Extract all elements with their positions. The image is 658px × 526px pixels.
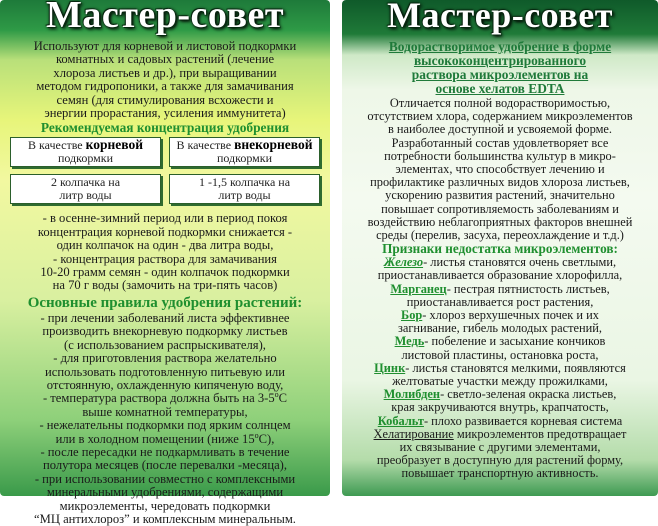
element-name: Молибден (383, 387, 441, 402)
chelation-line: повышает транспортную активность. (401, 466, 599, 481)
description-line: Отличается полной водорастворимостью, (389, 96, 611, 110)
note-line: концентрация корневой подкормки снижается - (37, 224, 293, 239)
deficiency-text: - светло-зеленая окраска листьев, (440, 387, 617, 402)
rule-line: (с использованием распрыскивателя), (64, 337, 266, 352)
deficiency-text: - плохо развивается корневая система (423, 413, 623, 428)
rule-line-temperature (8, 392, 322, 405)
chelation-line: их связывание с другими элементами, (399, 440, 601, 455)
description-line: ускорению развития растений, значительно (385, 188, 615, 203)
rule-line: производить внекорневую подкормку листьев (42, 324, 288, 339)
root-dose-line: 2 колпачка на (50, 175, 121, 190)
root-feeding-dose-box (10, 174, 161, 204)
root-dose-line: литр воды (59, 187, 112, 202)
deficiency-item-manganese (350, 283, 650, 296)
intro-line: хлороза листьев и др.), при выращивании (53, 65, 277, 80)
intro-line: энергии прорастания, усиления иммунитета) (44, 106, 286, 121)
rule-line: отстоянную, охлажденную кипяченую воду, (46, 377, 284, 392)
deficiency-item-copper (350, 335, 650, 348)
temp-text: - температура раствора должна быть на 3-5 (42, 391, 275, 406)
description-line: повышает сопротивляемость заболеваниям и (381, 201, 619, 216)
deficiency-text: - листья становятся очень светлыми, (423, 255, 617, 270)
intro-line: семян (для стимулирования всхожести и (56, 92, 274, 107)
root-feeding-label-box (10, 137, 161, 167)
recommended-concentration-heading: Рекомендуемая концентрация удобрения (40, 120, 290, 136)
deficiency-item-molybdenum-cont: края закручиваются внутрь, крапчатость, (391, 400, 609, 415)
cold-text: или в холодном помещении (ниже 15 (55, 431, 255, 446)
rule-line: полутора месяцев (после перевалки -месяца), (42, 458, 288, 473)
left-title: Мастер-совет (45, 0, 285, 36)
intro-line: Используют для корневой и листовой подкормки (33, 39, 297, 53)
deficiency-item-iron-cont: приостанавливается образование хлорофилла, (377, 268, 623, 283)
deficiency-item-manganese-cont: приостанавливается рост растения, (406, 294, 594, 309)
deficiency-text: - пестрая пятнистость листьев, (446, 281, 610, 296)
foliar-dose-line: 1 -1,5 колпачка на (198, 175, 291, 190)
rule-line: - при использовании совместно с комплексными (34, 471, 296, 486)
description-line: воздействию неблагоприятных факторов внешней (367, 214, 633, 229)
deficiency-text: - листья становятся мелкими, появляются (405, 360, 626, 375)
element-name: Железо (383, 255, 424, 270)
note-line: 10-20 грамм семян - один колпачок подкормки (40, 265, 290, 280)
deficiency-item-zinc-cont: желтоватые участки между прожилками, (392, 374, 608, 389)
root-label-suffix: подкормки (57, 150, 114, 165)
chelation-text: микроэлементов предотвращает (453, 426, 627, 441)
deficiency-item-boron-cont: загнивание, гибель молодых растений, (397, 321, 603, 336)
right-panel (342, 0, 658, 496)
deficiency-text: - побеление и засыхание кончиков (424, 334, 606, 349)
degree-mark: о (254, 430, 259, 440)
foliar-label-prefix: В качестве (176, 138, 235, 153)
chelation-word: Хелатирование (373, 426, 454, 441)
intro-line: методом гидропоники, а также для замачивания (36, 79, 294, 94)
rule-line: “МЦ антихлороз” и комплексным минеральным. (34, 511, 296, 526)
description-line: среды (перелив, засуха, переохлаждение и т.д.) (376, 228, 624, 243)
foliar-dose-line: литр воды (218, 187, 271, 202)
rule-line-cold (8, 430, 322, 446)
description-line: потребности большинства культур в микро- (384, 148, 616, 163)
intro-line: комнатных и садовых растений (лечение (55, 52, 275, 67)
element-name: Медь (394, 334, 425, 349)
element-name: Цинк (374, 360, 406, 375)
description-line: элементах, что способствует лечению и (395, 162, 605, 177)
rule-line: - нежелательны подкормки под ярким солнцем (39, 418, 291, 433)
degree-mark: о (274, 390, 279, 400)
element-name: Марганец (390, 281, 447, 296)
product-heading-line: раствора микроэлементов на (411, 67, 589, 82)
foliar-label-suffix: подкормки (216, 150, 273, 165)
deficiency-heading: Признаки недостатка микроэлементов: (382, 241, 618, 257)
product-heading-line: Водорастворимое удобрение в форме (388, 39, 612, 54)
note-line: на 70 г воды (замочить на три-пять часов) (52, 278, 278, 293)
rule-line: - для приготовления раствора желательно (53, 351, 277, 366)
root-label-prefix: В качестве (27, 138, 86, 153)
foliar-label-bold: внекорневой (234, 137, 313, 153)
description-line: отсутствием хлора, содержанием микроэлементов (367, 109, 633, 124)
deficiency-item-copper-cont: листовой пластины, остановка роста, (401, 347, 599, 362)
foliar-feeding-label-box (169, 137, 320, 167)
cold-unit: С), (258, 431, 275, 446)
element-name: Бор (401, 308, 423, 323)
temp-unit: С (278, 391, 288, 406)
description-line: профилактике различных видов хлороза листьев, (370, 175, 630, 190)
right-title: Мастер-совет (387, 0, 613, 35)
product-heading-line: основе хелатов EDTA (435, 81, 565, 96)
note-line: один колпачок на один - два литра воды, (56, 238, 274, 253)
note-line: - в осенне-зимний период или в период покоя (42, 211, 288, 226)
rule-line: минеральными удобрениями, содержащими (46, 485, 284, 500)
element-name: Кобальт (377, 413, 424, 428)
description-line: Разработанный состав удовлетворяет все (391, 135, 609, 150)
foliar-feeding-dose-box (169, 174, 320, 204)
deficiency-text: - хлороз верхушечных почек и их (422, 308, 599, 323)
chelation-line: преобразует в доступную для растений форму, (376, 453, 624, 468)
right-body (350, 40, 650, 481)
dose-grid (10, 137, 320, 204)
root-label-bold: корневой (85, 137, 143, 153)
left-body (8, 40, 322, 526)
rule-line: выше комнатной температуры, (82, 404, 248, 419)
rule-line: - после пересадки не подкармливать в течение (40, 444, 290, 459)
rule-line: использовать подготовленную питьевую или (45, 364, 285, 379)
rule-line: - при лечении заболеваний листа эффективнее (40, 310, 290, 325)
description-line: в наиболее доступной и усвояемой форме. (387, 122, 613, 137)
rule-line: микроэлементы, чередовать подкормки (59, 498, 271, 513)
rules-heading: Основные правила удобрения растений: (27, 294, 303, 311)
note-line: - концентрация раствора для замачивания (53, 251, 277, 266)
product-heading-line: высококонцентрированного (413, 53, 587, 68)
